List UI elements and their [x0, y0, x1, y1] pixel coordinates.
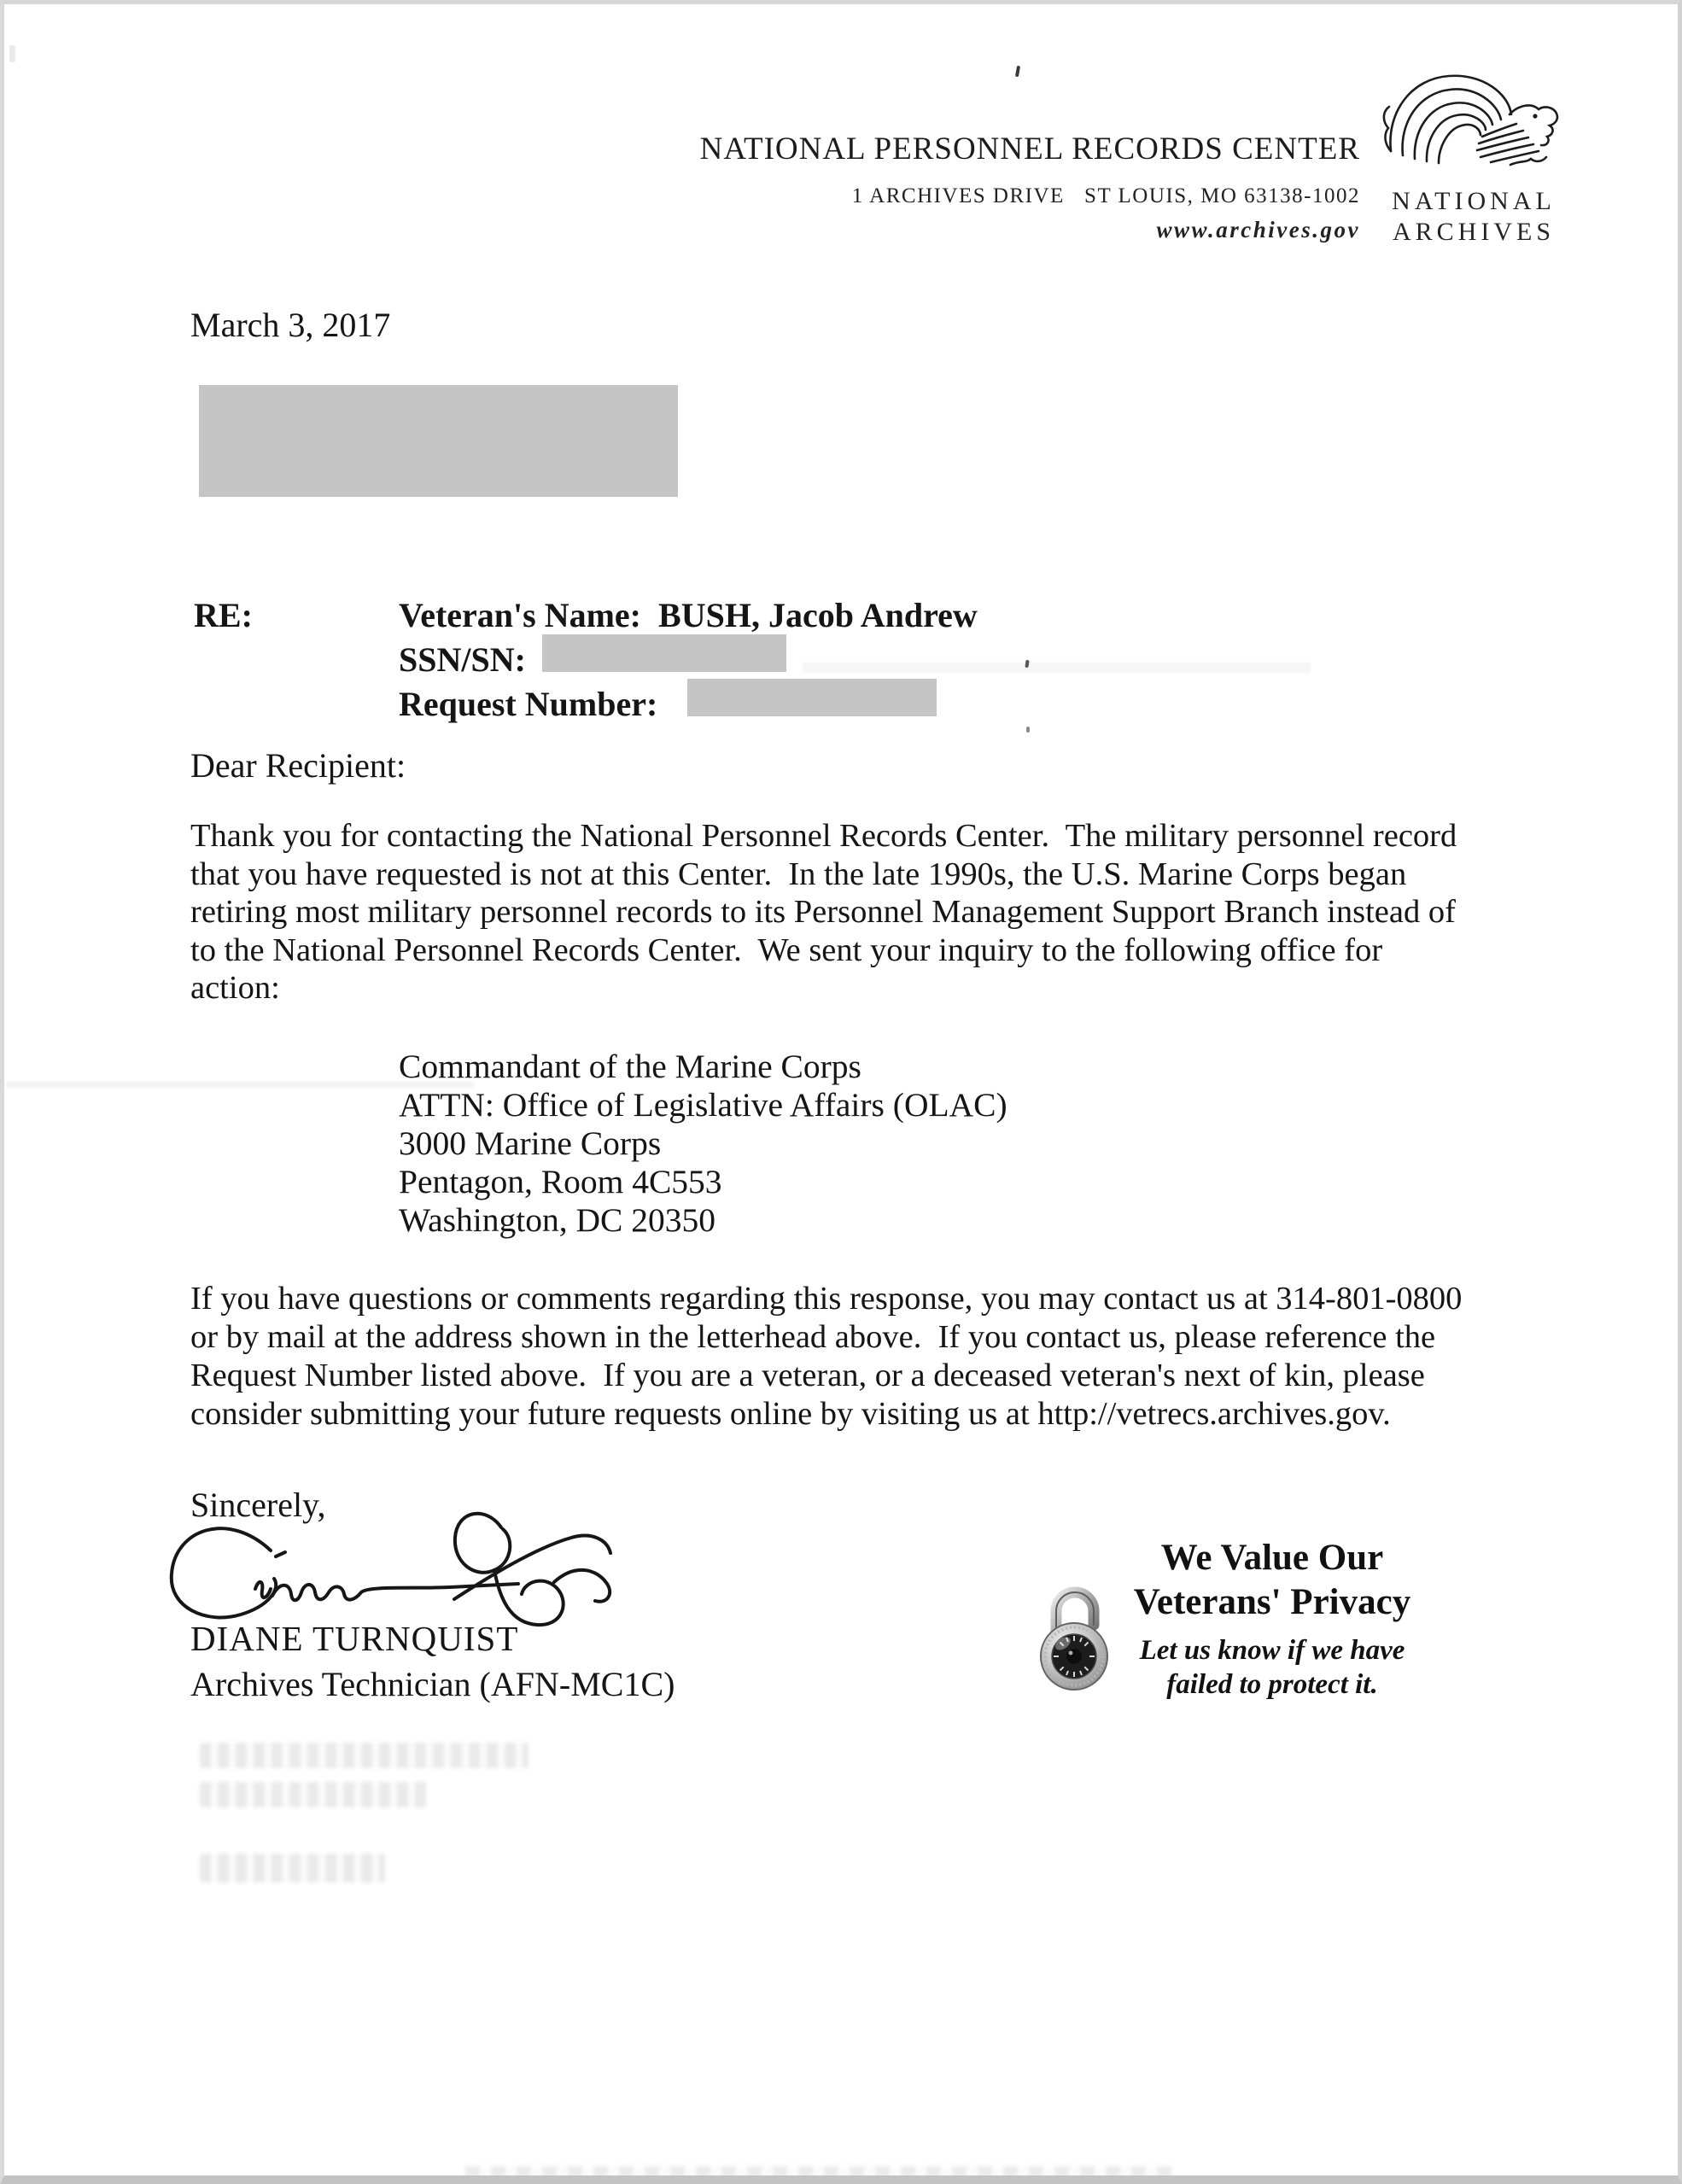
letterhead-address: 1 ARCHIVES DRIVE ST LOUIS, MO 63138-1002 [851, 184, 1360, 207]
privacy-subtext-line2: failed to protect it. [1166, 1669, 1378, 1700]
national-archives-eagle-icon [1381, 171, 1567, 185]
scan-speck-artifact [1026, 727, 1030, 733]
ghost-bleedthrough-text-line [200, 1854, 385, 1883]
letter-date: March 3, 2017 [190, 306, 391, 344]
forward-address-block [399, 1048, 1007, 1240]
forward-address-line: 3000 Marine Corps [399, 1124, 662, 1162]
request-number-label: Request Number: [399, 685, 658, 723]
privacy-heading-line2: Veterans' Privacy [1133, 1582, 1411, 1622]
forward-address-line: Commandant of the Marine Corps [399, 1048, 861, 1085]
privacy-heading-line1: We Value Our [1160, 1538, 1384, 1578]
forward-address-line: Washington, DC 20350 [399, 1201, 715, 1239]
padlock-icon [1036, 1572, 1114, 1696]
scan-speck-artifact [9, 45, 15, 62]
scan-speck-artifact [1015, 66, 1020, 77]
scan-smear-artifact [803, 663, 1311, 673]
recipient-address-redaction [199, 385, 678, 497]
forward-address-line: Pentagon, Room 4C553 [399, 1163, 722, 1200]
national-archives-logo [1381, 69, 1567, 248]
request-number-redaction [687, 679, 937, 716]
body-paragraph-2: If you have questions or comments regarding this response, you may contact us at 314-801-0800 or by mail at the address shown in the letterhead above. If you contact us, please reference the Request Number listed above. If you are a veteran, or a deceased veteran's next of kin, please consider submitting your future requests online by visiting us at http://vetrecs.archives.gov. [190, 1281, 1471, 1432]
body-paragraph-1: Thank you for contacting the National Personnel Records Center. The military personnel record that you have requested is not at this Center. In the late 1990s, the U.S. Marine Corps began retiring most military personnel records to its Personnel Management Support Branch instead of to the National Personnel Records Center. We sent your inquiry to the following office for action: [190, 818, 1465, 1006]
logo-wordmark-line2: ARCHIVES [1392, 218, 1555, 246]
veteran-name-line [399, 595, 978, 635]
letterhead-org-name: NATIONAL PERSONNEL RECORDS CENTER [699, 131, 1360, 166]
ssn-label: SSN/SN: [399, 640, 526, 679]
privacy-subtext-line1: Let us know if we have [1139, 1635, 1405, 1666]
scan-crease-artifact [6, 1082, 474, 1088]
re-label: RE: [194, 596, 253, 634]
valediction: Sincerely, [190, 1486, 326, 1524]
ghost-bleedthrough-text-line [200, 1743, 529, 1768]
logo-wordmark-line1: NATIONAL [1392, 187, 1556, 215]
veteran-name-label: Veteran's Name: [399, 596, 642, 634]
veteran-name-value: BUSH, Jacob Andrew [658, 596, 978, 634]
privacy-notice [1114, 1536, 1430, 1702]
forward-address-line: ATTN: Office of Legislative Affairs (OLAC) [399, 1086, 1007, 1124]
ghost-bleedthrough-text-line [200, 1782, 427, 1807]
scan-edge-smudge-artifact [465, 2166, 1174, 2177]
ssn-redaction [542, 634, 786, 672]
letterhead-website: www.archives.gov [1156, 217, 1360, 242]
salutation: Dear Recipient: [190, 746, 406, 785]
signer-title: Archives Technician (AFN-MC1C) [190, 1665, 675, 1703]
signer-name: DIANE TURNQUIST [190, 1619, 519, 1658]
